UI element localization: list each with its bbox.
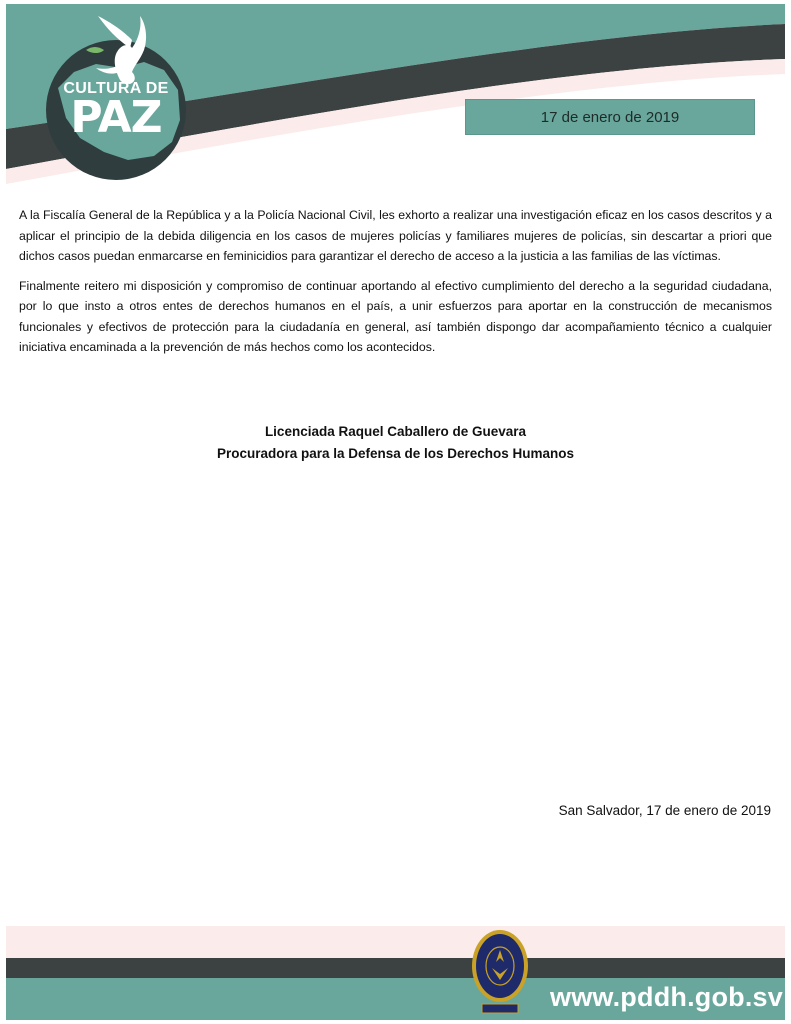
website-url[interactable]: www.pddh.gob.sv <box>550 982 783 1012</box>
logo-line2: PAZ <box>70 92 162 143</box>
footer-dark-band <box>6 958 785 978</box>
letter-body <box>19 205 772 367</box>
paragraph-2: Finalmente reitero mi disposición y compromiso de continuar aportando al efectivo cumplimiento del derecho a la seguridad ciudadana, por lo que insto a otros entes de derechos humanos en el país, a unir esfuerzos para aportar en la construcción de mecanismos funcionales y efectivos de protección para la ciudadanía en general, así también dispongo dar acompañamiento técnico a cualquier iniciativa encaminada a la prevención de más hechos como los acontecidos. <box>19 278 772 354</box>
header-date: 17 de enero de 2019 <box>465 99 755 135</box>
place-and-date: San Salvador, 17 de enero de 2019 <box>558 803 771 818</box>
pddh-seal-icon <box>470 928 530 1014</box>
logo-line1: CULTURA DE <box>63 80 169 97</box>
paragraph-1: A la Fiscalía General de la República y a la Policía Nacional Civil, les exhorto a realizar una investigación eficaz en los casos descritos y a aplicar el principio de la debida diligencia en los casos de mujeres policías y familiares mujeres de policías, sin descartar a priori que dichos casos puedan enmarcarse en feminicidios para garantizar el derecho de acceso a la justicia a las familias de las víctimas. <box>19 208 772 263</box>
footer-pink-band <box>6 926 785 958</box>
signatory-role: Procuradora para la Defensa de los Derechos Humanos <box>216 446 575 461</box>
signature-block <box>0 421 791 465</box>
signatory-name: Licenciada Raquel Caballero de Guevara <box>264 424 527 439</box>
